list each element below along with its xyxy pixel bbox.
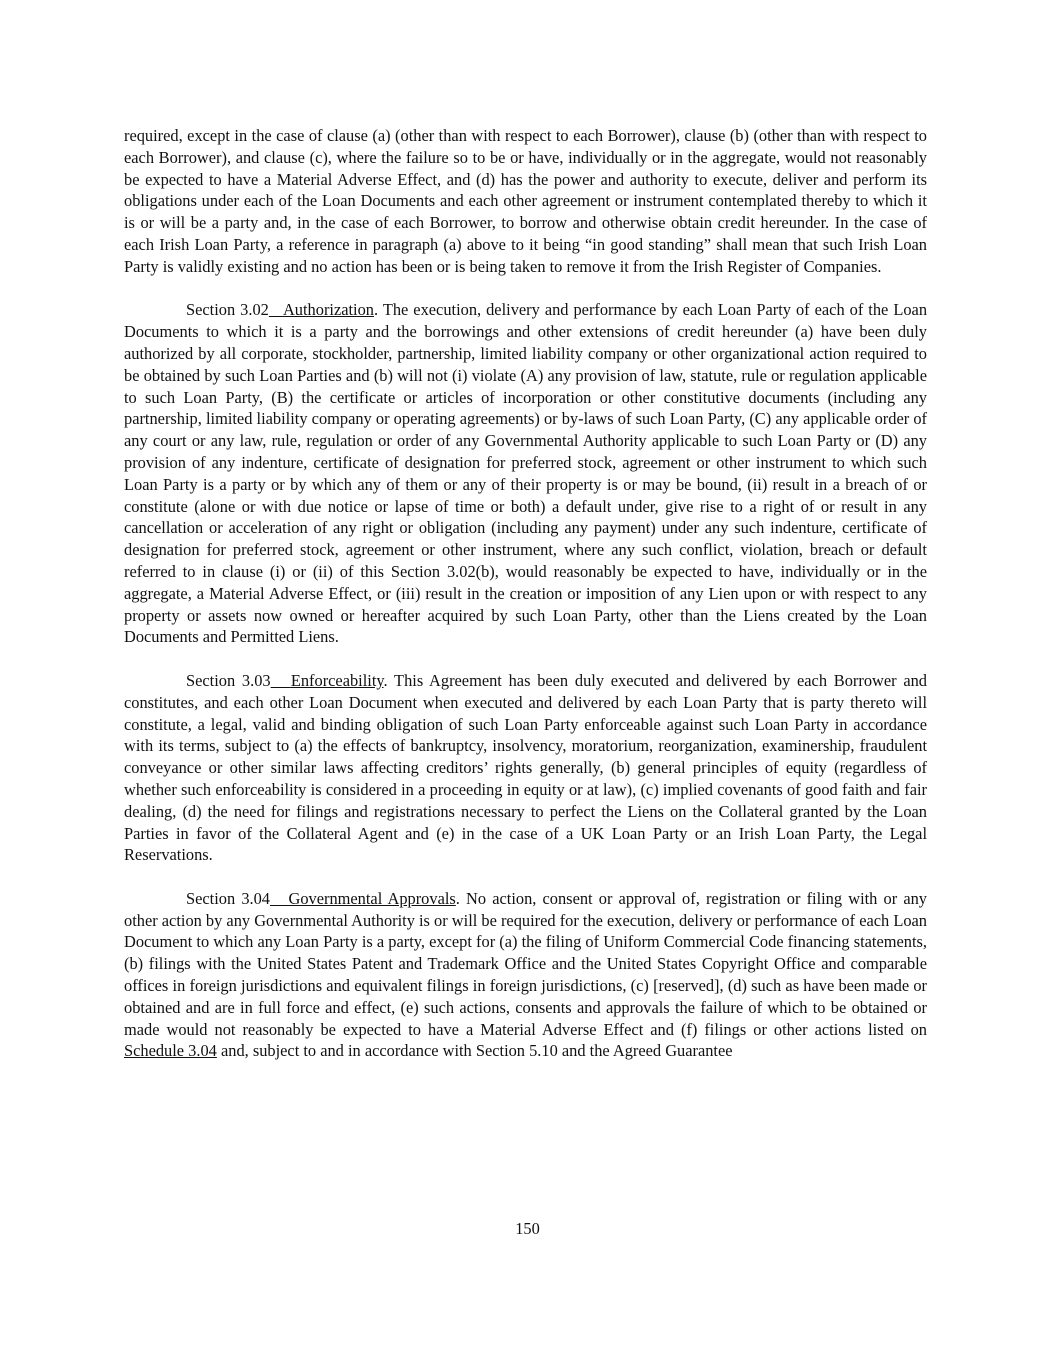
section-3-02-paragraph [124, 299, 927, 648]
section-number: Section 3.02 [186, 300, 269, 320]
section-gap [271, 671, 291, 690]
section-heading: Enforceability [290, 670, 384, 690]
section-3-03-paragraph [124, 670, 927, 866]
section-gap [270, 889, 288, 908]
intro-paragraph: required, except in the case of clause (a) (other than with respect to each Borrower), clause (b) (other than with respect to each Borrower), and clause (c), where the failure so to be or have, individually or in the aggregate, would not reasonably be expected to have a Material Adverse Effect, and (d) has the power and authority to execute, deliver and perform its obligations under each of the Loan Documents and each other agreement or instrument contemplated thereby to which it is or will be a party and, in the case of each Borrower, to borrow and otherwise obtain credit hereunder. In the case of each Irish Loan Party, a reference in paragraph (a) above to it being “in good standing” shall mean that such Irish Loan Party is validly existing and no action has been or is being taken to remove it from the Irish Register of Companies. [124, 126, 927, 276]
section-3-04-paragraph [124, 888, 927, 1062]
section-body-tail: and, subject to and in accordance with Section 5.10 and the Agreed Guarantee [216, 1041, 733, 1061]
section-body: . This Agreement has been duly executed and delivered by each Borrower and constitutes, and each other Loan Document when executed and delivered by each Loan Party that is party thereto will constitute, a legal, valid and binding obligation of such Loan Party enforceable against such Loan Party in accordance with its terms, subject to (a) the effects of bankruptcy, insolvency, moratorium, reorganization, examinership, fraudulent conveyance or other similar laws affecting creditors’ rights generally, (b) general principles of equity (regardless of whether such enforceability is considered in a proceeding in equity or at law), (c) implied covenants of good faith and fair dealing, (d) the need for filings and registrations necessary to perfect the Liens on the Collateral granted by the Loan Parties in favor of the Collateral Agent and (e) in the case of a UK Loan Party or an Irish Loan Party, the Legal Reservations. [124, 670, 927, 865]
schedule-reference: Schedule 3.04 [124, 1041, 217, 1061]
section-heading: Governmental Approvals [288, 888, 456, 908]
section-gap [269, 300, 283, 319]
section-number: Section 3.04 [186, 888, 271, 908]
section-number: Section 3.03 [186, 670, 271, 690]
page-number: 150 [515, 1219, 540, 1238]
document-page [124, 125, 927, 1084]
section-body: . No action, consent or approval of, registration or filing with or any other action by any Governmental Authority is or will be required for the execution, delivery or performance of each Loan Document to which any Loan Party is a party, except for (a) the filing of Uniform Commercial Code financing statements, (b) filings with the United States Patent and Trademark Office and the United States Copyright Office and comparable offices in foreign jurisdictions and equivalent filings in foreign jurisdictions, (c) [reserved], (d) such as have been made or obtained and are in full force and effect, (e) such actions, consents and approvals the failure of which to be obtained or made would not reasonably be expected to have a Material Adverse Effect and (f) filings or other actions listed on [124, 888, 927, 1039]
section-body: . The execution, delivery and performance by each Loan Party of each of the Loan Documents to which it is a party and the borrowings and other extensions of credit hereunder (a) have been duly authorized by all corporate, stockholder, partnership, limited liability company or other organizational action required to be obtained by such Loan Parties and (b) will not (i) violate (A) any provision of law, statute, rule or regulation applicable to such Loan Party, (B) the certificate or articles of incorporation or other constitutive documents (including any partnership, limited liability company or operating agreements) or by-laws of such Loan Party, (C) any applicable order of any court or any law, rule, regulation or order of any Governmental Authority applicable to such Loan Party or (D) any provision of any indenture, certificate of designation for preferred stock, agreement or other instrument to which such Loan Party is a party or by which any of them or any of their property is or may be bound, (ii) result in a breach of or constitute (alone or with due notice or lapse of time or both) a default under, give rise to a right of or result in any cancellation or acceleration of any right or obligation (including any payment) under any such indenture, certificate of designation for preferred stock, agreement or other instrument, where any such conflict, violation, breach or default referred to in clause (i) or (ii) of this Section 3.02(b), would reasonably be expected to have, individually or in the aggregate, a Material Adverse Effect, or (iii) result in the creation or imposition of any Lien upon or with respect to any property or assets now owned or hereafter acquired by such Loan Party, other than the Liens created by the Loan Documents and Permitted Liens. [124, 300, 928, 647]
section-heading: Authorization [282, 300, 375, 320]
